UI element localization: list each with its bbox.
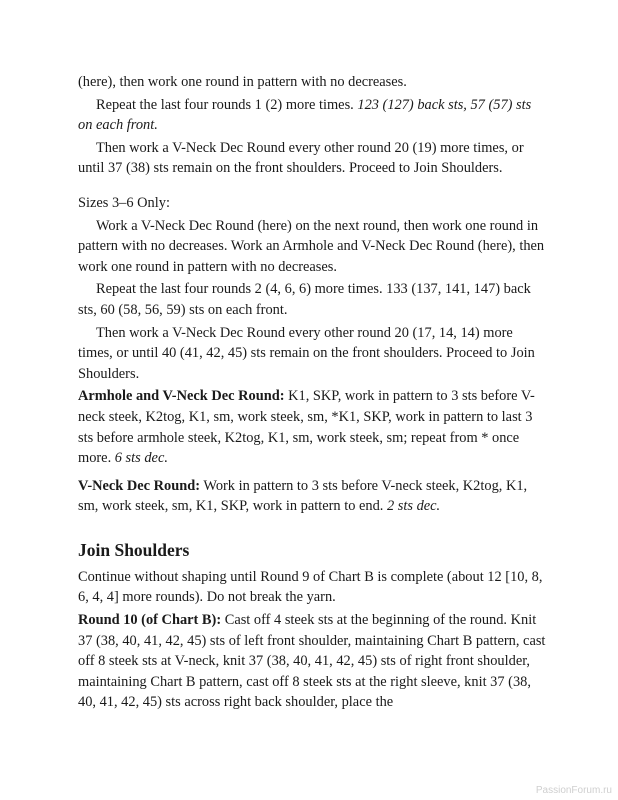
vneck-label: V-Neck Dec Round:: [78, 477, 201, 494]
paragraph-sizes-instructions: Work a V-Neck Dec Round (here) on the next round, then work one round in pattern with no decreases. Work an Armhole and V-Neck Dec Round (here), then work one round in pattern with no decreases.: [78, 217, 545, 275]
vneck-text: Work in pattern to 3 sts before V-neck steek, K2tog, K1, sm, work steek, sm, K1, SKP, work in pattern to end.: [78, 477, 528, 515]
vneck-dec-round: [78, 476, 548, 517]
document-page: [78, 72, 548, 713]
armhole-vneck-dec-round: [78, 386, 548, 468]
armhole-dec-count: 6 sts dec.: [114, 450, 168, 467]
armhole-label: Armhole and V-Neck Dec Round:: [78, 388, 285, 405]
repeat-1-stitch-count: 123 (127) back sts, 57 (57) sts on each front.: [78, 96, 532, 134]
round-10-text: Cast off 4 steek sts at the beginning of the round. Knit 37 (38, 40, 41, 42, 45) sts of left front shoulder, maintaining Chart B pattern, cast off 8 steek sts at V-neck, knit 37 (38, 40, 41, 42, 45) sts of right front shoulder, maintaining Chart B pattern, cast off 8 steek sts at the right sleeve, knit 37 (38, 40, 41, 42, 45) sts across right back shoulder, place the: [78, 612, 546, 711]
join-shoulders-heading: Join Shoulders: [78, 539, 190, 560]
round-10-instructions: [78, 610, 548, 713]
paragraph-vneck-continue-2: Then work a V-Neck Dec Round every other round 20 (17, 14, 14) more times, or until 40 (41, 42, 45) sts remain on the front shoulders. Proceed to Join Shoulders.: [78, 324, 535, 382]
paragraph-repeat-2: Repeat the last four rounds 2 (4, 6, 6) more times. 133 (137, 141, 147) back sts, 60 (58, 56, 59) sts on each front.: [78, 281, 531, 318]
armhole-text: K1, SKP, work in pattern to 3 sts before V-neck steek, K2tog, K1, sm, work steek, sm, *K1, SKP, work in pattern to last 3 sts before armhole steek, K2tog, K1, sm, work steek, sm; repeat from * once more.: [78, 388, 535, 467]
round-10-label: Round 10 (of Chart B):: [78, 612, 222, 629]
paragraph-vneck-continue-1: Then work a V-Neck Dec Round every other round 20 (19) more times, or until 37 (38) sts remain on the front shoulders. Proceed to Join Shoulders.: [78, 139, 524, 177]
paragraph-continue-shaping: Continue without shaping until Round 9 of Chart B is complete (about 12 [10, 8, 6, 4, 4] more rounds). Do not break the yarn.: [78, 568, 543, 606]
paragraph-repeat-1: [78, 95, 548, 136]
repeat-1-text: Repeat the last four rounds 1 (2) more times.: [96, 96, 358, 113]
paragraph-continuation: (here), then work one round in pattern with no decreases.: [78, 74, 407, 90]
watermark: PassionForum.ru: [535, 785, 612, 796]
sizes-heading: Sizes 3–6 Only:: [78, 194, 170, 211]
vneck-dec-count: 2 sts dec.: [386, 498, 441, 515]
